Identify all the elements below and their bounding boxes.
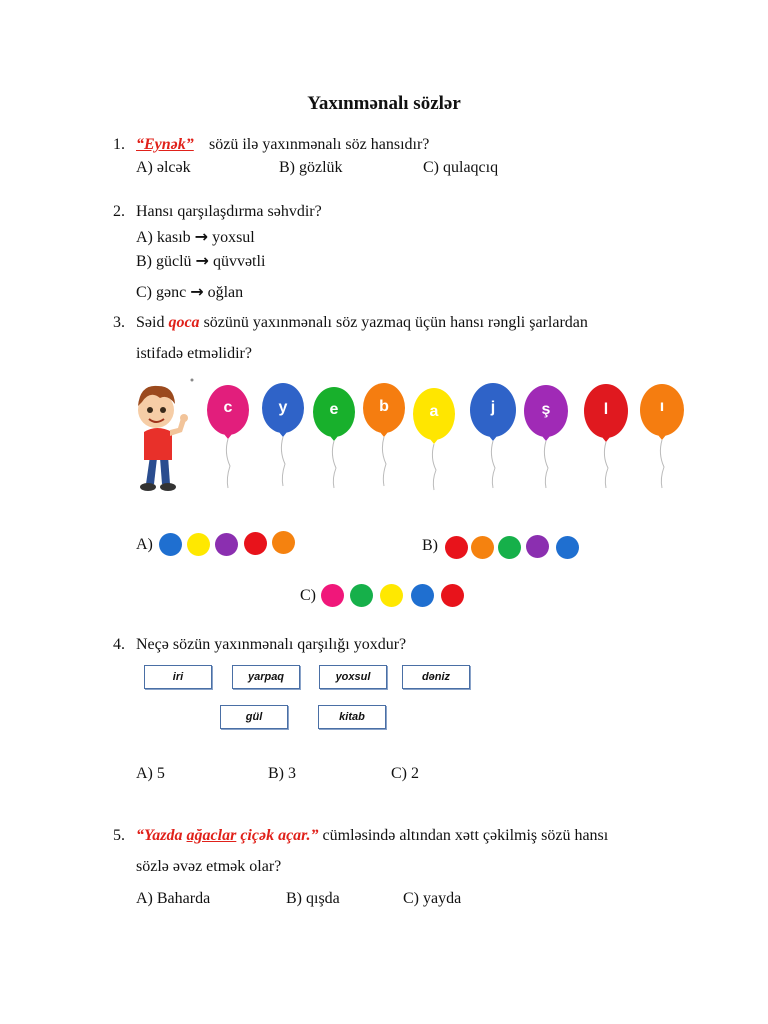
option-left-word: A) kasıb (136, 229, 191, 246)
color-dot (380, 584, 403, 607)
right-arrow-icon: → (195, 251, 209, 270)
question-number: 4. (113, 636, 125, 653)
word-box: gül (220, 705, 288, 729)
balloon-letter: a (429, 403, 439, 420)
balloon-row (200, 378, 696, 492)
question-text-after: sözünü yaxınmənalı söz yazmaq üçün hansı rəngli şarlardan (203, 314, 588, 331)
color-dot (350, 584, 373, 607)
balloon (524, 385, 568, 488)
word-box: yarpaq (232, 665, 300, 689)
balloon-letter: y (278, 399, 288, 416)
balloon-letter: l (603, 401, 609, 418)
answer-option-c (136, 282, 243, 302)
color-dot (498, 536, 521, 559)
question-text-line2: istifadə etməlidir? (136, 345, 252, 362)
question-keyword: “Eynək” (136, 136, 194, 153)
word-box: iri (144, 665, 212, 689)
sentence-end: çiçək açar.” (236, 827, 319, 844)
page-title: Yaxınmənalı sözlər (307, 93, 461, 114)
question-number: 2. (113, 203, 125, 220)
option-left-word: C) gənc (136, 284, 187, 301)
color-dot (321, 584, 344, 607)
question-number: 1. (113, 136, 125, 153)
answer-option-b: B) (422, 537, 438, 554)
color-dot (159, 533, 182, 556)
answer-option-b: B) qışda (286, 890, 340, 907)
word-box: kitab (318, 705, 386, 729)
answer-option-c: C) 2 (391, 765, 419, 782)
balloon (313, 387, 355, 488)
option-right-word: yoxsul (212, 229, 255, 246)
color-dot (272, 531, 295, 554)
color-dot (411, 584, 434, 607)
word-box: dəniz (402, 665, 470, 689)
underlined-word: ağaclar (186, 827, 237, 844)
balloon-letter: ı (659, 398, 665, 415)
balloon (640, 384, 684, 488)
balloon (262, 383, 304, 486)
question-text-line2: sözlə əvəz etmək olar? (136, 858, 282, 875)
option-right-word: qüvvətli (212, 253, 266, 270)
balloon (363, 383, 405, 486)
answer-option-a: A) Baharda (136, 890, 211, 907)
question-text: Hansı qarşılaşdırma səhvdir? (136, 203, 322, 220)
question-number: 5. (113, 827, 125, 844)
answer-option-c: C) qulaqcıq (423, 159, 499, 176)
sentence-start: “Yazda (136, 827, 187, 844)
answer-option-a (136, 227, 255, 247)
balloon-letter: e (329, 401, 339, 418)
color-dot (471, 536, 494, 559)
color-dot (526, 535, 549, 558)
right-arrow-icon: → (194, 227, 209, 246)
color-dot (445, 536, 468, 559)
color-dot (556, 536, 579, 559)
boy-illustration (130, 376, 198, 494)
answer-option-c: C) (300, 587, 316, 604)
question-text (136, 827, 608, 845)
answer-option-b (136, 251, 265, 271)
color-dot (215, 533, 238, 556)
color-dot (187, 533, 210, 556)
answer-option-a: A) (136, 536, 153, 553)
color-dot (441, 584, 464, 607)
color-dot (244, 532, 267, 555)
question-text-rest: cümləsində altından xətt çəkilmiş sözü hansı (322, 827, 609, 844)
quoted-sentence (136, 827, 319, 844)
balloon-letter: b (379, 398, 389, 415)
question-text-before: Səid (136, 314, 165, 331)
answer-option-c: C) yayda (403, 890, 462, 907)
balloon (207, 385, 249, 488)
answer-option-a: A) əlcək (136, 159, 191, 176)
balloon (584, 384, 628, 488)
question-text: sözü ilə yaxınmənalı söz hansıdır? (209, 136, 430, 153)
question-number: 3. (113, 314, 125, 331)
balloon (413, 388, 455, 490)
word-box: yoxsul (319, 665, 387, 689)
answer-option-b: B) 3 (268, 765, 296, 782)
answer-option-a: A) 5 (136, 765, 165, 782)
question-text (136, 314, 588, 332)
balloon-letter: j (490, 399, 496, 416)
balloon-letter: c (223, 399, 233, 416)
option-right-word: oğlan (207, 284, 244, 301)
option-left-word: B) güclü (136, 253, 192, 270)
right-arrow-icon: → (190, 282, 204, 301)
question-keyword: qoca (168, 314, 200, 331)
balloon (470, 383, 516, 488)
answer-option-b: B) gözlük (279, 159, 343, 176)
question-text: Neçə sözün yaxınmənalı qarşılığı yoxdur? (136, 636, 407, 653)
balloon-letter: ş (541, 401, 551, 418)
